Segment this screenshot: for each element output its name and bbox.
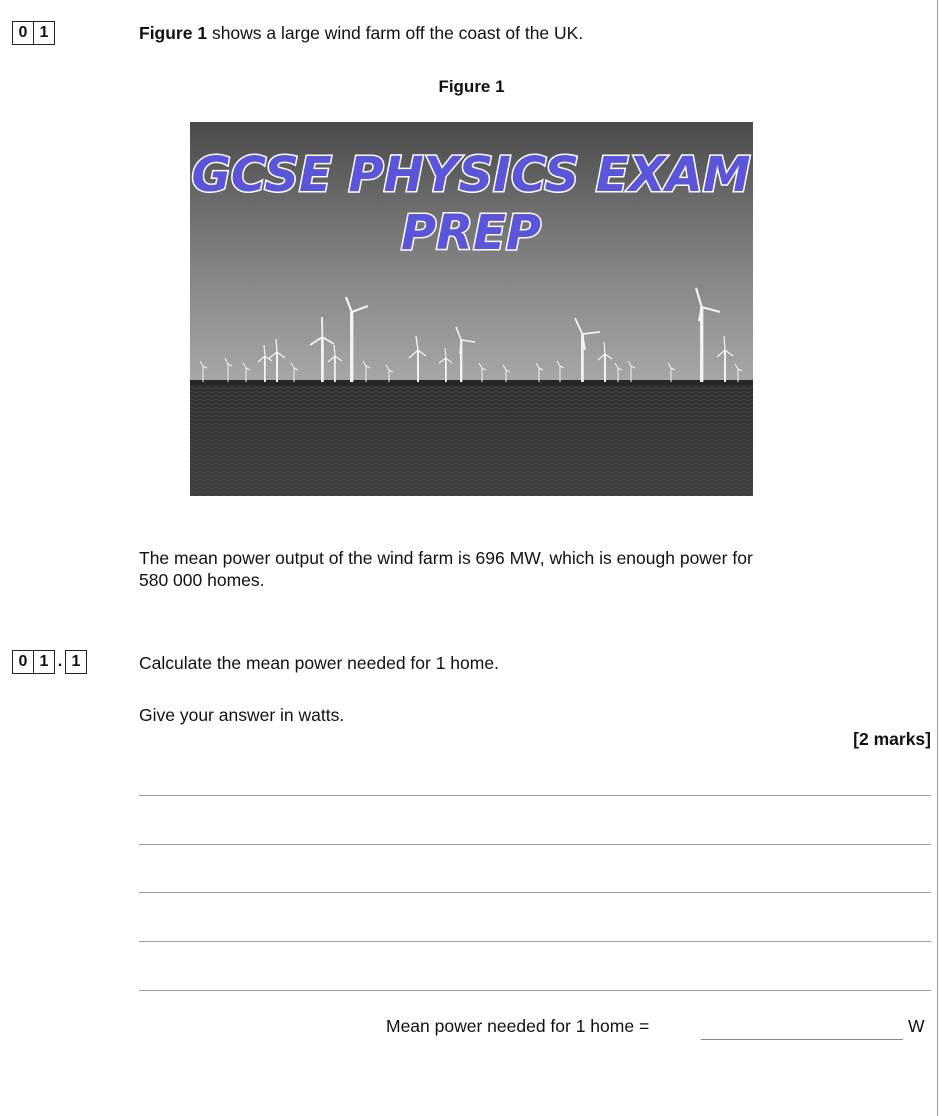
question-intro [139, 23, 583, 44]
answer-line[interactable] [139, 892, 931, 893]
marks-label: [2 marks] [853, 729, 931, 749]
question-digit: 0 [12, 21, 34, 45]
question-digit: 1 [34, 21, 55, 45]
answer-line[interactable] [139, 941, 931, 942]
info-line-1: The mean power output of the wind farm is 696 MW, which is enough power for [139, 548, 753, 568]
question-number-box [12, 21, 55, 45]
answer-label: Mean power needed for 1 home = [386, 1016, 650, 1036]
answer-line[interactable] [139, 844, 931, 845]
watermark-line-1: GCSE PHYSICS EXAM [191, 147, 751, 203]
intro-text: shows a large wind farm off the coast of the UK. [207, 23, 584, 43]
subquestion-number-box [12, 650, 87, 674]
subquestion-prompt: Calculate the mean power needed for 1 home. [139, 653, 499, 673]
subquestion-instruction: Give your answer in watts. [139, 705, 345, 725]
figure-reference: Figure 1 [139, 23, 208, 43]
subquestion-digit: 1 [34, 650, 55, 674]
figure-caption: Figure 1 [438, 77, 505, 96]
subquestion-separator: . [57, 653, 63, 670]
answer-line[interactable] [139, 990, 931, 991]
answer-field[interactable] [701, 1039, 903, 1040]
info-line-2: 580 000 homes. [139, 570, 265, 590]
answer-unit: W [908, 1016, 925, 1036]
page-edge-rule [937, 0, 938, 1116]
wind-farm-photo [190, 122, 753, 496]
answer-line[interactable] [139, 795, 931, 796]
subquestion-part: 1 [65, 650, 87, 674]
subquestion-digit: 0 [12, 650, 34, 674]
watermark-line-2: PREP [400, 205, 542, 261]
